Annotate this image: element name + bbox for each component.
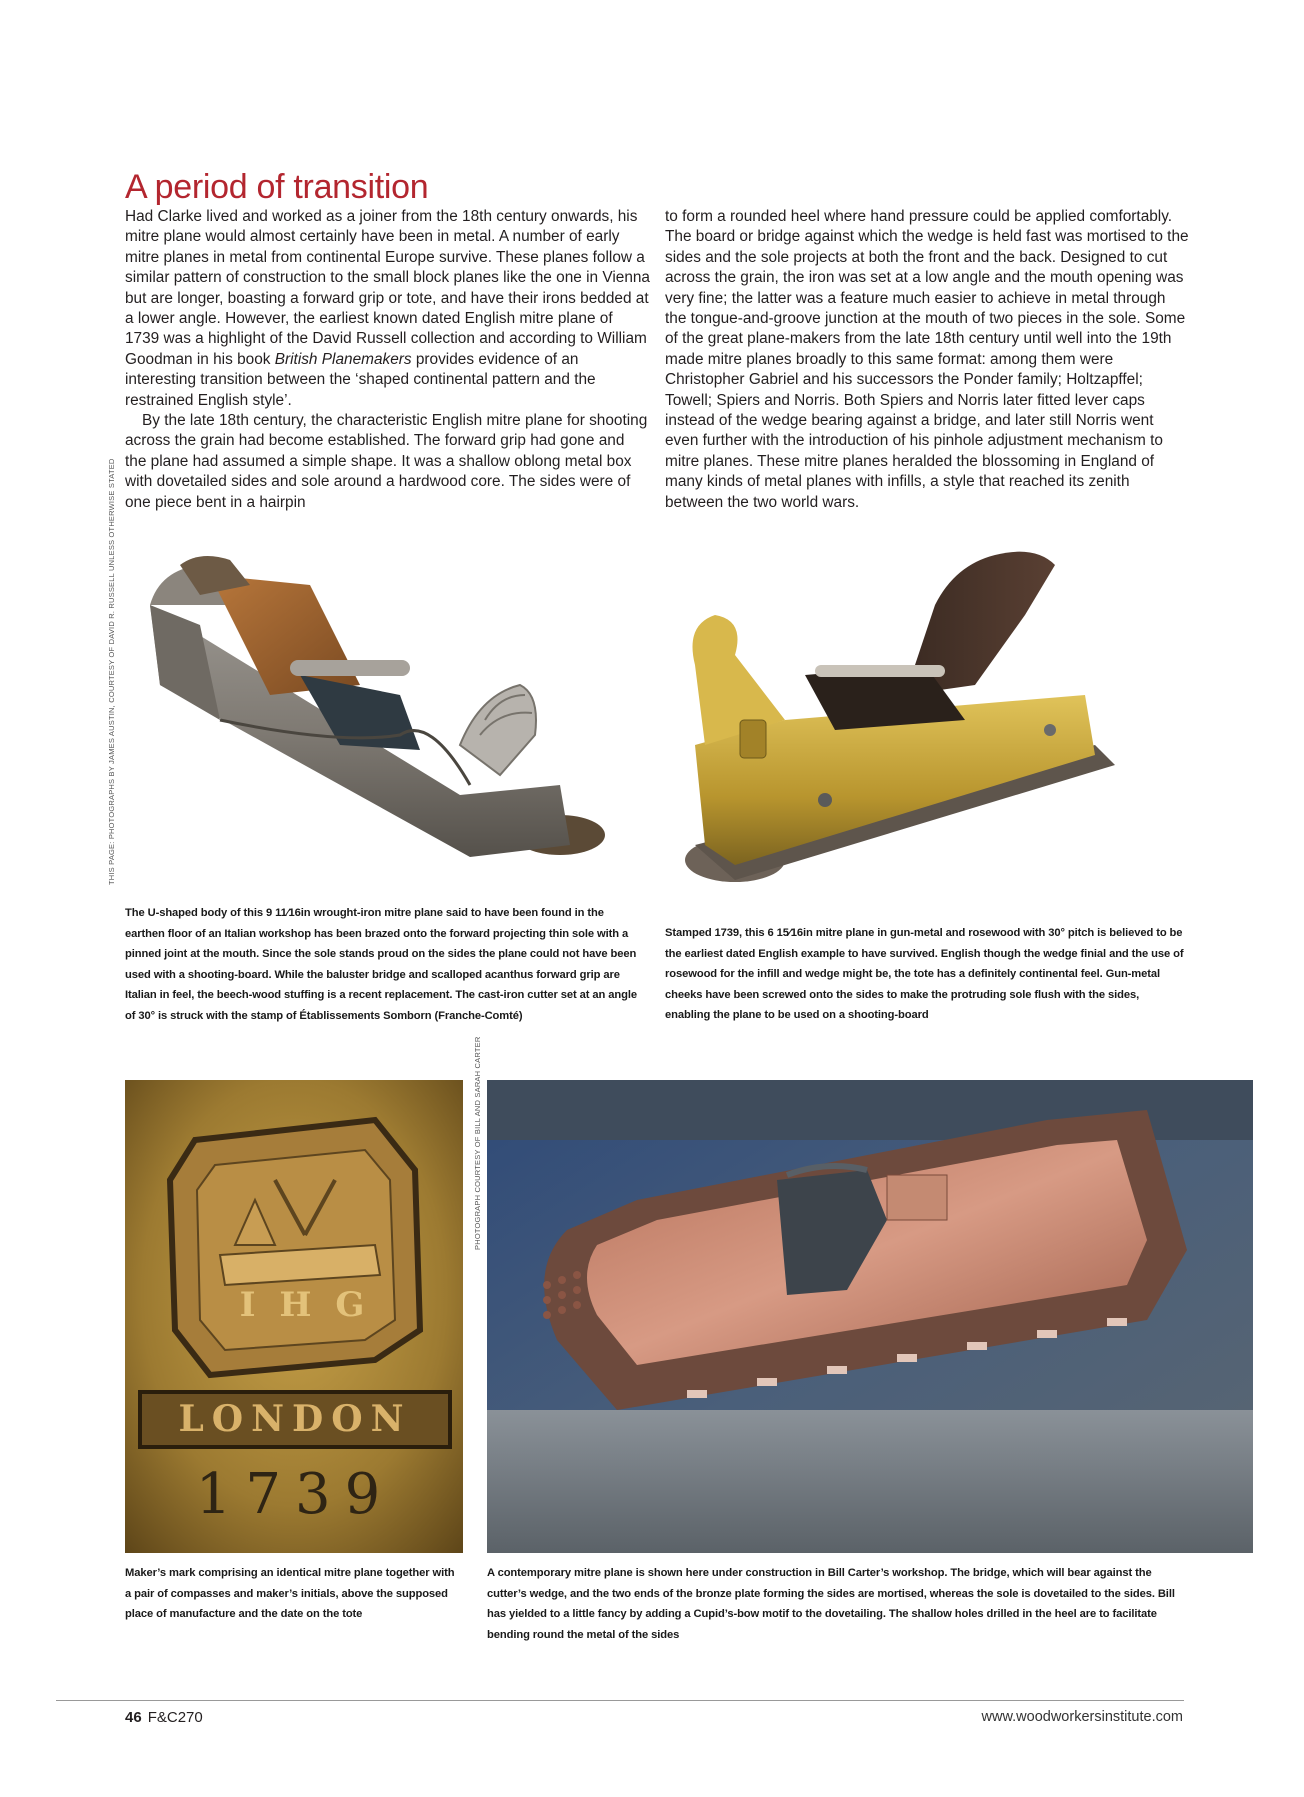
caption-makers-mark: Maker’s mark comprising an identical mitre plane together with a pair of compasses and maker’s initials, above the supposed place of manufacture and the date on the tote xyxy=(125,1567,455,1620)
photo-credit: PHOTOGRAPH COURTESY OF BILL AND SARAH CARTER xyxy=(473,1036,482,1250)
makers-mark-photo xyxy=(125,1080,463,1553)
footer-rule xyxy=(56,1700,1184,1701)
paragraph-text: provides evidence of an interesting transition between the ‘shaped continental pattern and the restrained English style’. xyxy=(125,350,596,409)
photo-credit: THIS PAGE: PHOTOGRAPHS BY JAMES AUSTIN, COURTESY OF DAVID R. RUSSELL UNLESS OTHERWISE STATED xyxy=(107,458,116,885)
footer-folio xyxy=(125,1709,203,1726)
stamp-place: LONDON xyxy=(178,1398,412,1440)
caption-italian-plane: The U-shaped body of this 9 11⁄16in wrought-iron mitre plane said to have been found in the earthen floor of an Italian workshop has been brazed onto the forward projecting thin sole with a pinned joint at the mouth. Since the sole stands proud on the sides the plane could not have been used with a shooting-board. While the baluster bridge and scalloped acanthus forward grip are Italian in feel, the beech-wood stuffing is a recent replacement. The cast-iron cutter set at an angle of 30° is struck with the stamp of Établissements Somborn (Franche-Comté) xyxy=(125,907,638,1022)
page-number: 46 xyxy=(125,1709,142,1726)
paragraph: to form a rounded heel where hand pressure could be applied comfortably. The board or bridge against which the wedge is held fast was mortised to the sides and the sole projects at both the front and the back. Designed to cut across the grain, the iron was set at a low angle and the mouth opening was very fine; the latter was a feature much easier to achieve in metal through the tongue-and-groove junction at the mouth of two pieces in the sole. Some of the great plane-makers from the late 18th century until well into the 19th made mitre planes broadly to this same format: among them were Christopher Gabriel and his successors the Ponder family; Holtzapffel; Towell; Spiers and Norris. Both Spiers and Norris later fitted lever caps instead of the wedge bearing against a bridge, and later still Norris went even further with the introduction of his pinhole adjustment mechanism to mitre planes. These mitre planes heralded the blossoming in England of many kinds of metal planes with infills, a style that reached its zenith between the two world wars. xyxy=(665,208,1189,511)
footer-url[interactable]: www.woodworkersinstitute.com xyxy=(981,1709,1183,1725)
english-1739-mitre-plane-photo xyxy=(675,545,1175,905)
italian-mitre-plane-photo xyxy=(140,545,620,885)
caption-english-plane: Stamped 1739, this 6 15⁄16in mitre plane in gun-metal and rosewood with 30° pitch is believed to be the earliest dated English example to have survived. English though the wedge finial and the use of rosewood for the infill and wedge might be, the tote has a definitely continental feel. Gun-metal cheeks have been screwed onto the sides to make the protruding sole flush with the sides, enabling the plane to be used on a shooting-board xyxy=(665,927,1184,1021)
paragraph-text: Had Clarke lived and worked as a joiner from the 18th century onwards, his mitre plane would almost certainly have been in metal. A number of early mitre planes in metal from continental Europe survive. These planes follow a similar pattern of construction to the small block planes like the one in Vienna but are longer, boasting a forward grip or tote, and have their irons bedded at a lower angle. However, the earliest known dated English mitre plane of 1739 was a highlight of the David Russell collection and according to William Goodman in his book xyxy=(125,208,650,368)
book-title: British Planemakers xyxy=(274,350,412,368)
contemporary-mitre-plane-photo xyxy=(487,1080,1253,1553)
article-heading: A period of transition xyxy=(125,168,429,206)
stamp-initials: I H G xyxy=(239,1285,371,1325)
text-column-right xyxy=(665,207,1190,513)
stamp-year: 1739 xyxy=(195,1462,395,1527)
text-column-left xyxy=(125,207,650,513)
issue-label: F&C270 xyxy=(147,1709,203,1726)
paragraph: By the late 18th century, the characteristic English mitre plane for shooting across the grain had become established. The forward grip had gone and the plane had assumed a simple shape. It was a shallow oblong metal box with dovetailed sides and sole around a hardwood core. The sides were of one piece bent in a hairpin xyxy=(125,412,648,511)
paragraph xyxy=(125,207,650,411)
caption-contemporary-plane: A contemporary mitre plane is shown here under construction in Bill Carter’s workshop. The bridge, which will bear against the cutter’s wedge, and the two ends of the bronze plate forming the sides are mortised, whereas the sole is dovetailed to the sides. Bill has yielded to a little fancy by adding a Cupid’s-bow motif to the dovetailing. The shallow holes drilled in the heel are to facilitate bending round the metal of the sides xyxy=(487,1567,1175,1641)
